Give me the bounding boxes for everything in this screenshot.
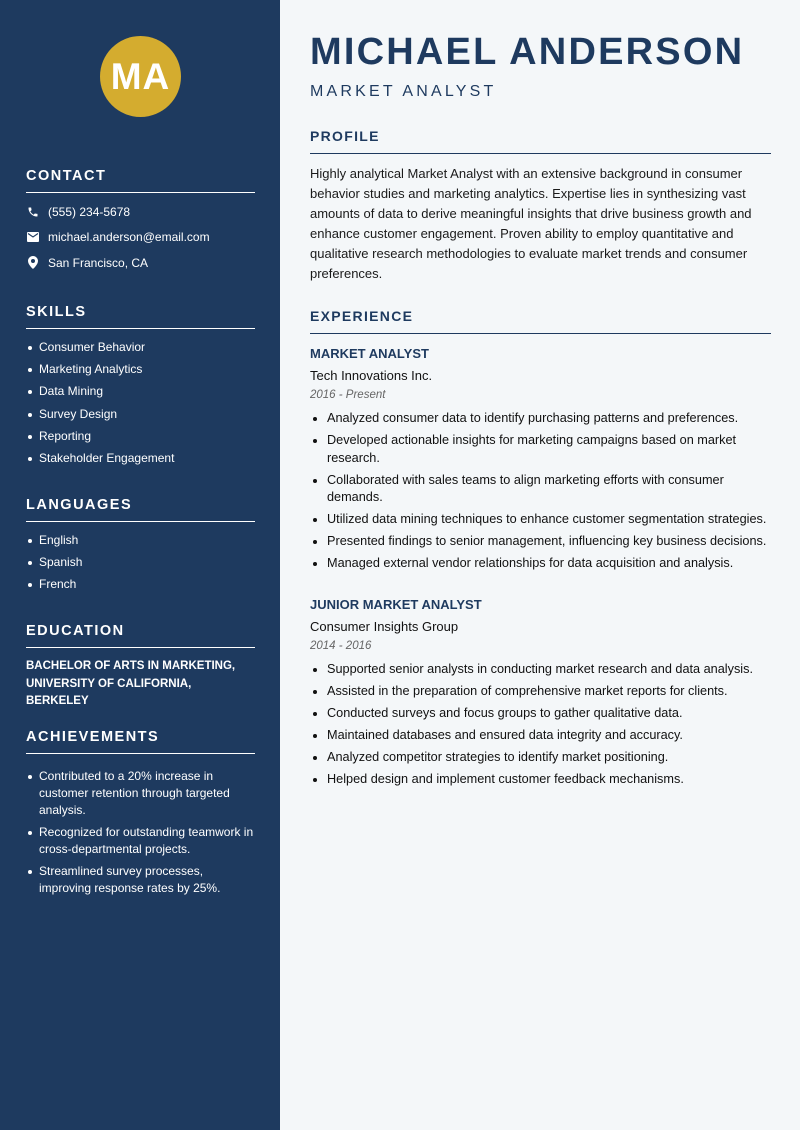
achievements-section: [26, 729, 255, 903]
skill-item: Consumer Behavior: [26, 339, 255, 356]
job-bullet: Helped design and implement customer feedback mechanisms.: [310, 771, 771, 789]
skill-item: Survey Design: [26, 406, 255, 423]
skill-item: Data Mining: [26, 383, 255, 400]
education-section: [26, 623, 255, 711]
language-item: English: [26, 532, 255, 549]
company-name: Consumer Insights Group: [310, 619, 459, 634]
achievements-heading: ACHIEVEMENTS: [26, 729, 255, 754]
education-degree: [26, 658, 255, 711]
languages-section: [26, 497, 255, 599]
job-bullet: Analyzed consumer data to identify purchasing patterns and preferences.: [310, 410, 771, 428]
initials-avatar: MA: [100, 36, 181, 117]
achievement-item: Contributed to a 20% increase in customer retention through targeted analysis.: [26, 768, 255, 819]
job-bullet: Collaborated with sales teams to align marketing efforts with consumer demands.: [310, 472, 771, 507]
candidate-name: MICHAEL ANDERSON: [310, 31, 745, 73]
achievement-item: Streamlined survey processes, improving response rates by 25%.: [26, 863, 255, 897]
job-bullet: Analyzed competitor strategies to identify market positioning.: [310, 749, 771, 767]
job-entry: [310, 597, 771, 794]
job-title: MARKET ANALYST: [310, 346, 429, 361]
sidebar: [0, 0, 280, 1130]
company-name: Tech Innovations Inc.: [310, 368, 433, 383]
email-icon: [26, 230, 40, 244]
language-item: French: [26, 576, 255, 593]
profile-section: [310, 128, 771, 284]
achievements-list: [26, 768, 255, 897]
achievement-item: Recognized for outstanding teamwork in cross-departmental projects.: [26, 824, 255, 858]
skill-item: Marketing Analytics: [26, 361, 255, 378]
location-text: San Francisco, CA: [48, 255, 149, 270]
location-pin-icon: [26, 256, 40, 270]
skills-section: [26, 304, 255, 472]
candidate-role: MARKET ANALYST: [310, 83, 497, 100]
degree-line: BACHELOR OF ARTS IN MARKETING,: [26, 660, 236, 672]
job-bullet: Assisted in the preparation of comprehensive market reports for clients.: [310, 683, 771, 701]
job-bullets: [310, 661, 771, 789]
job-dates: 2014 - 2016: [310, 640, 372, 652]
languages-list: [26, 532, 255, 593]
job-bullets: [310, 410, 771, 573]
job-title: JUNIOR MARKET ANALYST: [310, 597, 482, 612]
job-bullet: Developed actionable insights for marketing campaigns based on market research.: [310, 432, 771, 467]
job-entry: [310, 346, 771, 578]
skills-list: [26, 339, 255, 467]
job-bullet: Supported senior analysts in conducting market research and data analysis.: [310, 661, 771, 679]
profile-text: Highly analytical Market Analyst with an extensive background in consumer behavior studies and marketing analytics. Expertise lies in synthesizing vast amounts of data to derive meaningful insights that drive business growth and enhance customer engagement. Proven ability to employ quantitative and qualitative research methodologies to evaluate market trends and consumer preferences.: [310, 166, 752, 281]
job-bullet: Conducted surveys and focus groups to gather qualitative data.: [310, 705, 771, 723]
skill-item: Stakeholder Engagement: [26, 450, 255, 467]
experience-section: [310, 308, 771, 334]
job-bullet: Utilized data mining techniques to enhance customer segmentation strategies.: [310, 511, 771, 529]
job-bullet: Presented findings to senior management, influencing key business decisions.: [310, 533, 771, 551]
phone-icon: [26, 205, 40, 219]
languages-heading: LANGUAGES: [26, 497, 255, 522]
experience-heading: EXPERIENCE: [310, 308, 771, 334]
contact-phone: [26, 199, 255, 225]
contact-heading: CONTACT: [26, 168, 255, 193]
job-bullet: Managed external vendor relationships for data acquisition and analysis.: [310, 555, 771, 573]
contact-section: [26, 168, 255, 276]
job-bullet: Maintained databases and ensured data integrity and accuracy.: [310, 727, 771, 745]
skill-item: Reporting: [26, 428, 255, 445]
job-dates: 2016 - Present: [310, 389, 386, 401]
email-text: michael.anderson@email.com: [48, 230, 210, 245]
contact-location: [26, 250, 255, 276]
skills-heading: SKILLS: [26, 304, 255, 329]
profile-heading: PROFILE: [310, 128, 771, 154]
phone-text: (555) 234-5678: [48, 204, 131, 219]
education-heading: EDUCATION: [26, 623, 255, 648]
university-line: UNIVERSITY OF CALIFORNIA, BERKELEY: [26, 677, 192, 707]
language-item: Spanish: [26, 554, 255, 571]
contact-email: [26, 225, 255, 251]
